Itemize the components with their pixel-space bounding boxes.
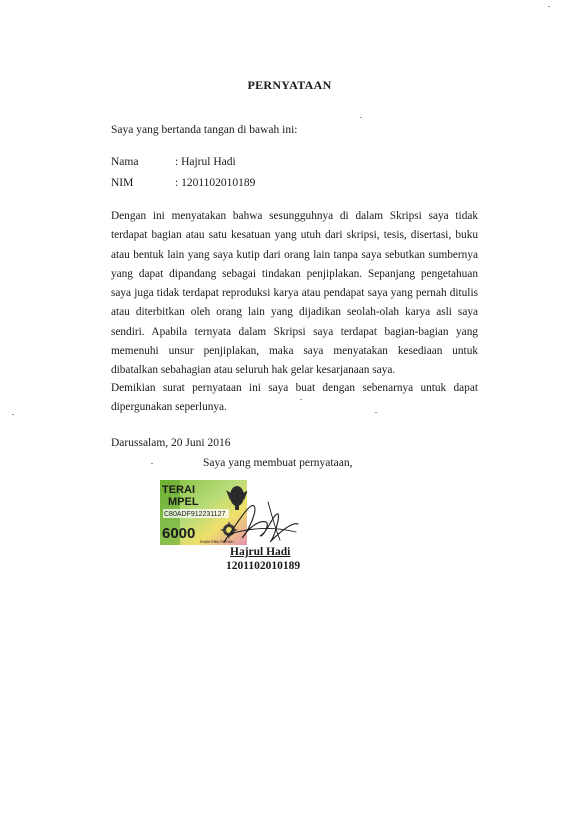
stamp-amount-words: ENAM RIBU RUPIAH	[200, 540, 234, 544]
statement-paragraph: Dengan ini menyatakan bahwa sesungguhnya di dalam Skripsi saya tidak terdapat bagian atau satu kesatuan yang utuh dari skripsi, tesis, disertasi, buku atau bentuk lain yang saya kutip dari orang lain tanpa saya sebutkan sumbernya yang dapat dipandang sebagai tindakan penjiplakan. Sepanjang pengetahuan saya juga tidak terdapat reproduksi karya atau pendapat saya yang pernah ditulis atau diterbitkan oleh orang lain yang dijadikan seolah-olah karya asli saya sendiri. Apabila ternyata dalam Skripsi saya terdapat bagian-bagian yang memenuhi unsur penjiplakan, maka saya menyatakan kesediaan untuk dibatalkan sebahagian atau seluruh hak gelar kesarjanaan saya.	[111, 210, 478, 377]
scan-speck	[548, 6, 550, 7]
intro-line: Saya yang bertanda tangan di bawah ini:	[111, 124, 298, 136]
stamp-text-line1: TERAI	[162, 484, 195, 496]
document-title: PERNYATAAN	[247, 78, 332, 92]
scan-speck	[151, 463, 153, 464]
scan-speck	[300, 399, 302, 400]
signer-name: Hajrul Hadi	[230, 546, 291, 558]
field-value-nim: : 1201102010189	[175, 177, 256, 189]
stamp-amount: 6000	[162, 525, 196, 542]
field-value-nama: : Hajrul Hadi	[175, 156, 236, 168]
field-label-nim: NIM	[111, 177, 134, 189]
stamp-serial: C80ADF912231127	[164, 511, 226, 518]
scan-speck	[375, 412, 377, 413]
handwritten-signature	[220, 492, 302, 552]
signer-caption: Saya yang membuat pernyataan,	[203, 457, 353, 469]
stamp-text-line2: MPEL	[168, 496, 199, 508]
closing-paragraph: Demikian surat pernyataan ini saya buat dengan sebenarnya untuk dapat dipergunakan seperlunya.	[111, 382, 478, 414]
field-label-nama: Nama	[111, 156, 139, 168]
signer-nim: 1201102010189	[226, 560, 301, 572]
place-date: Darussalam, 20 Juni 2016	[111, 437, 231, 449]
scan-speck	[12, 414, 14, 415]
scan-speck	[360, 117, 362, 118]
